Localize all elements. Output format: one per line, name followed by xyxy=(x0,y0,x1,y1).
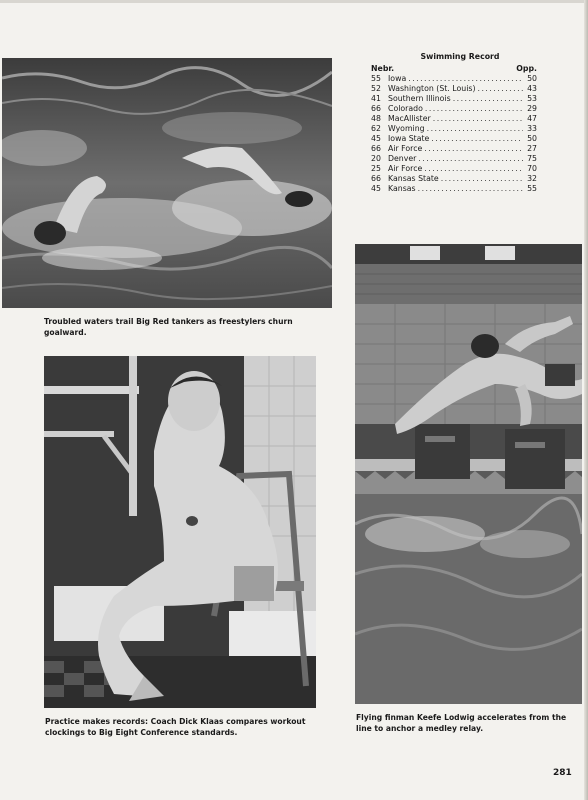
record-nebr-score: 20 xyxy=(371,154,381,163)
record-opp-score: 55 xyxy=(527,184,537,193)
photo-coach-dick-klaas xyxy=(44,356,316,708)
record-row xyxy=(371,104,537,114)
record-opponent: Wyoming xyxy=(388,124,425,133)
record-nebr-score: 45 xyxy=(371,134,381,143)
record-nebr-score: 45 xyxy=(371,184,381,193)
record-leader-dots xyxy=(418,154,523,164)
record-row xyxy=(371,124,537,134)
record-opp-score: 75 xyxy=(527,154,537,163)
record-nebr-score: 62 xyxy=(371,124,381,133)
page-top-edge xyxy=(0,0,588,3)
record-opp-score: 33 xyxy=(527,124,537,133)
record-nebr-score: 55 xyxy=(371,74,381,83)
record-opp-score: 47 xyxy=(527,114,537,123)
record-row xyxy=(371,84,537,94)
caption-coach: Practice makes records: Coach Dick Klaas compares workout clockings to Big Eight Conference standards. xyxy=(45,717,306,737)
record-row xyxy=(371,144,537,154)
caption-diver: Flying finman Keefe Lodwig accelerates from the line to anchor a medley relay. xyxy=(356,713,567,733)
record-row xyxy=(371,114,537,124)
record-nebr-score: 25 xyxy=(371,164,381,173)
record-leader-dots xyxy=(453,94,523,104)
record-nebr-score: 48 xyxy=(371,114,381,123)
record-opponent: Colorado xyxy=(388,104,423,113)
record-opp-score: 29 xyxy=(527,104,537,113)
record-opponent: Kansas xyxy=(388,184,416,193)
record-opp-score: 27 xyxy=(527,144,537,153)
record-opponent: Iowa xyxy=(388,74,407,83)
record-opponent: Air Force xyxy=(388,164,423,173)
page-binding-edge xyxy=(584,0,588,800)
record-opponent: Kansas State xyxy=(388,174,439,183)
record-opp-score: 50 xyxy=(527,74,537,83)
column-nebr: Nebr. xyxy=(371,64,395,73)
record-leader-dots xyxy=(425,104,523,114)
column-opp: Opp. xyxy=(516,64,537,73)
record-row xyxy=(371,164,537,174)
record-row xyxy=(371,184,537,194)
record-rows xyxy=(371,74,537,194)
record-nebr-score: 66 xyxy=(371,144,381,153)
record-leader-dots xyxy=(433,114,523,124)
swimming-record-table xyxy=(371,52,537,194)
page-number: 281 xyxy=(553,768,572,778)
photo-freestyle-swimmers xyxy=(2,58,332,308)
record-opponent: Washington (St. Louis) xyxy=(388,84,476,93)
photo-diver-keefe-lodwig xyxy=(355,244,582,704)
record-leader-dots xyxy=(431,134,523,144)
record-nebr-score: 66 xyxy=(371,174,381,183)
caption-swimmers: Troubled waters trail Big Red tankers as freestylers churn goalward. xyxy=(44,317,293,337)
record-row xyxy=(371,74,537,84)
record-opponent: Denver xyxy=(388,154,417,163)
record-opp-score: 70 xyxy=(527,164,537,173)
record-leader-dots xyxy=(424,164,523,174)
record-leader-dots xyxy=(408,74,523,84)
record-opp-score: 53 xyxy=(527,94,537,103)
record-nebr-score: 52 xyxy=(371,84,381,93)
record-row xyxy=(371,134,537,144)
record-nebr-score: 41 xyxy=(371,94,381,103)
record-leader-dots xyxy=(418,184,523,194)
record-opp-score: 50 xyxy=(527,134,537,143)
record-opponent: MacAllister xyxy=(388,114,431,123)
record-leader-dots xyxy=(427,124,523,134)
record-leader-dots xyxy=(424,144,523,154)
record-header xyxy=(371,64,537,74)
record-leader-dots xyxy=(441,174,523,184)
record-opponent: Southern Illinois xyxy=(388,94,451,103)
record-opponent: Iowa State xyxy=(388,134,430,143)
record-nebr-score: 66 xyxy=(371,104,381,113)
record-opp-score: 32 xyxy=(527,174,537,183)
record-row xyxy=(371,174,537,184)
record-opponent: Air Force xyxy=(388,144,423,153)
record-opp-score: 43 xyxy=(527,84,537,93)
record-row xyxy=(371,94,537,104)
record-row xyxy=(371,154,537,164)
record-leader-dots xyxy=(478,84,524,94)
record-title: Swimming Record xyxy=(420,52,500,61)
